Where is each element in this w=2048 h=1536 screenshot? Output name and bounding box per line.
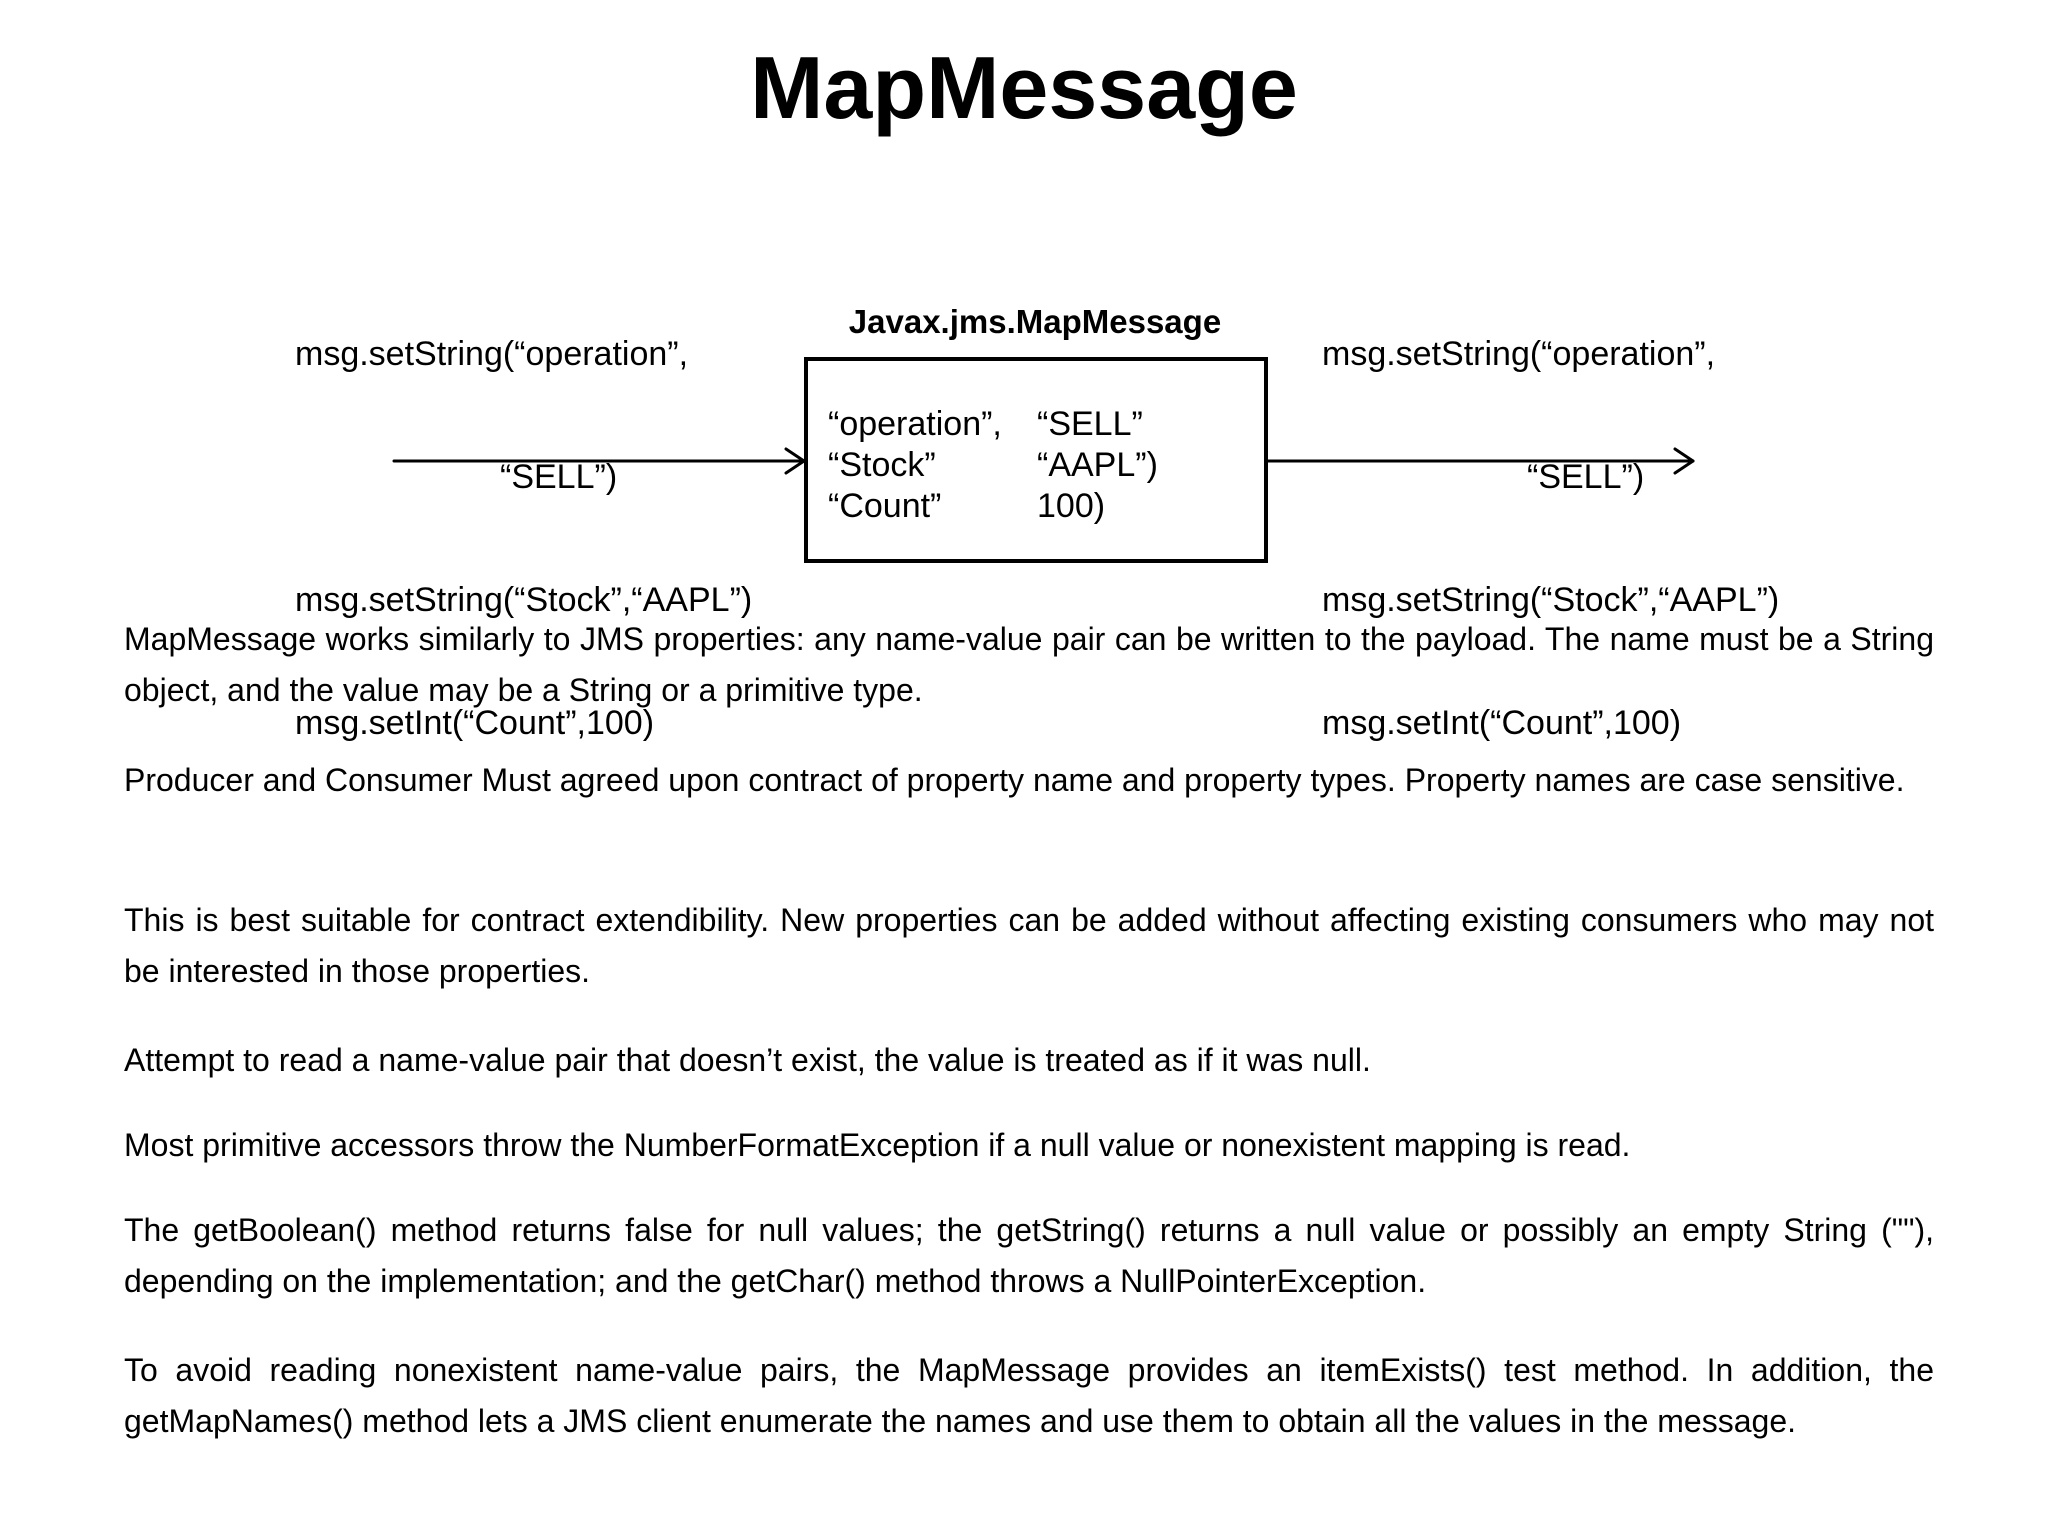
box-row-value: “AAPL”) bbox=[1037, 446, 1158, 484]
producer-code-line: msg.setInt(“Count”,100) bbox=[295, 704, 655, 742]
producer-code-line: “SELL”) bbox=[500, 458, 618, 496]
box-row-key: “operation”, bbox=[828, 405, 1002, 443]
page-title: MapMessage bbox=[750, 38, 1298, 137]
box-title: Javax.jms.MapMessage bbox=[848, 303, 1222, 340]
box-row-key: “Count” bbox=[828, 487, 942, 525]
consumer-code-line: msg.setString(“operation”, bbox=[1322, 335, 1716, 373]
paragraph: To avoid reading nonexistent name-value pairs, the MapMessage provides an itemExists() test method. In addition, the getMapNames() method lets a JMS client enumerate the names and use them to obtain all the values in the message. bbox=[124, 1352, 1934, 1439]
paragraph: MapMessage works similarly to JMS properties: any name-value pair can be written to the payload. The name must be a String object, and the value may be a String or a primitive type. bbox=[124, 621, 1934, 708]
consumer-code-line: “SELL”) bbox=[1527, 458, 1645, 496]
paragraph: The getBoolean() method returns false for null values; the getString() returns a null value or possibly an empty String (""), depending on the implementation; and the getChar() method throws a NullPointerException. bbox=[124, 1212, 1934, 1299]
paragraph: Producer and Consumer Must agreed upon contract of property name and property types. Property names are case sensitive. bbox=[124, 762, 1905, 798]
box-row-value: 100) bbox=[1037, 487, 1106, 525]
mapmessage-box bbox=[804, 357, 1268, 563]
producer-code-line: msg.setString(“Stock”,“AAPL”) bbox=[295, 581, 753, 619]
consumer-code-line: msg.setString(“Stock”,“AAPL”) bbox=[1322, 581, 1780, 619]
consumer-code-line: msg.setInt(“Count”,100) bbox=[1322, 704, 1682, 742]
paragraph: Attempt to read a name-value pair that doesn’t exist, the value is treated as if it was null. bbox=[124, 1042, 1371, 1078]
box-row-value: “SELL” bbox=[1037, 405, 1143, 443]
box-row-key: “Stock” bbox=[828, 446, 936, 484]
paragraph: Most primitive accessors throw the NumberFormatException if a null value or nonexistent mapping is read. bbox=[124, 1127, 1631, 1163]
paragraph: This is best suitable for contract extendibility. New properties can be added without affecting existing consumers who may not be interested in those properties. bbox=[124, 902, 1934, 989]
producer-code-line: msg.setString(“operation”, bbox=[295, 335, 689, 373]
